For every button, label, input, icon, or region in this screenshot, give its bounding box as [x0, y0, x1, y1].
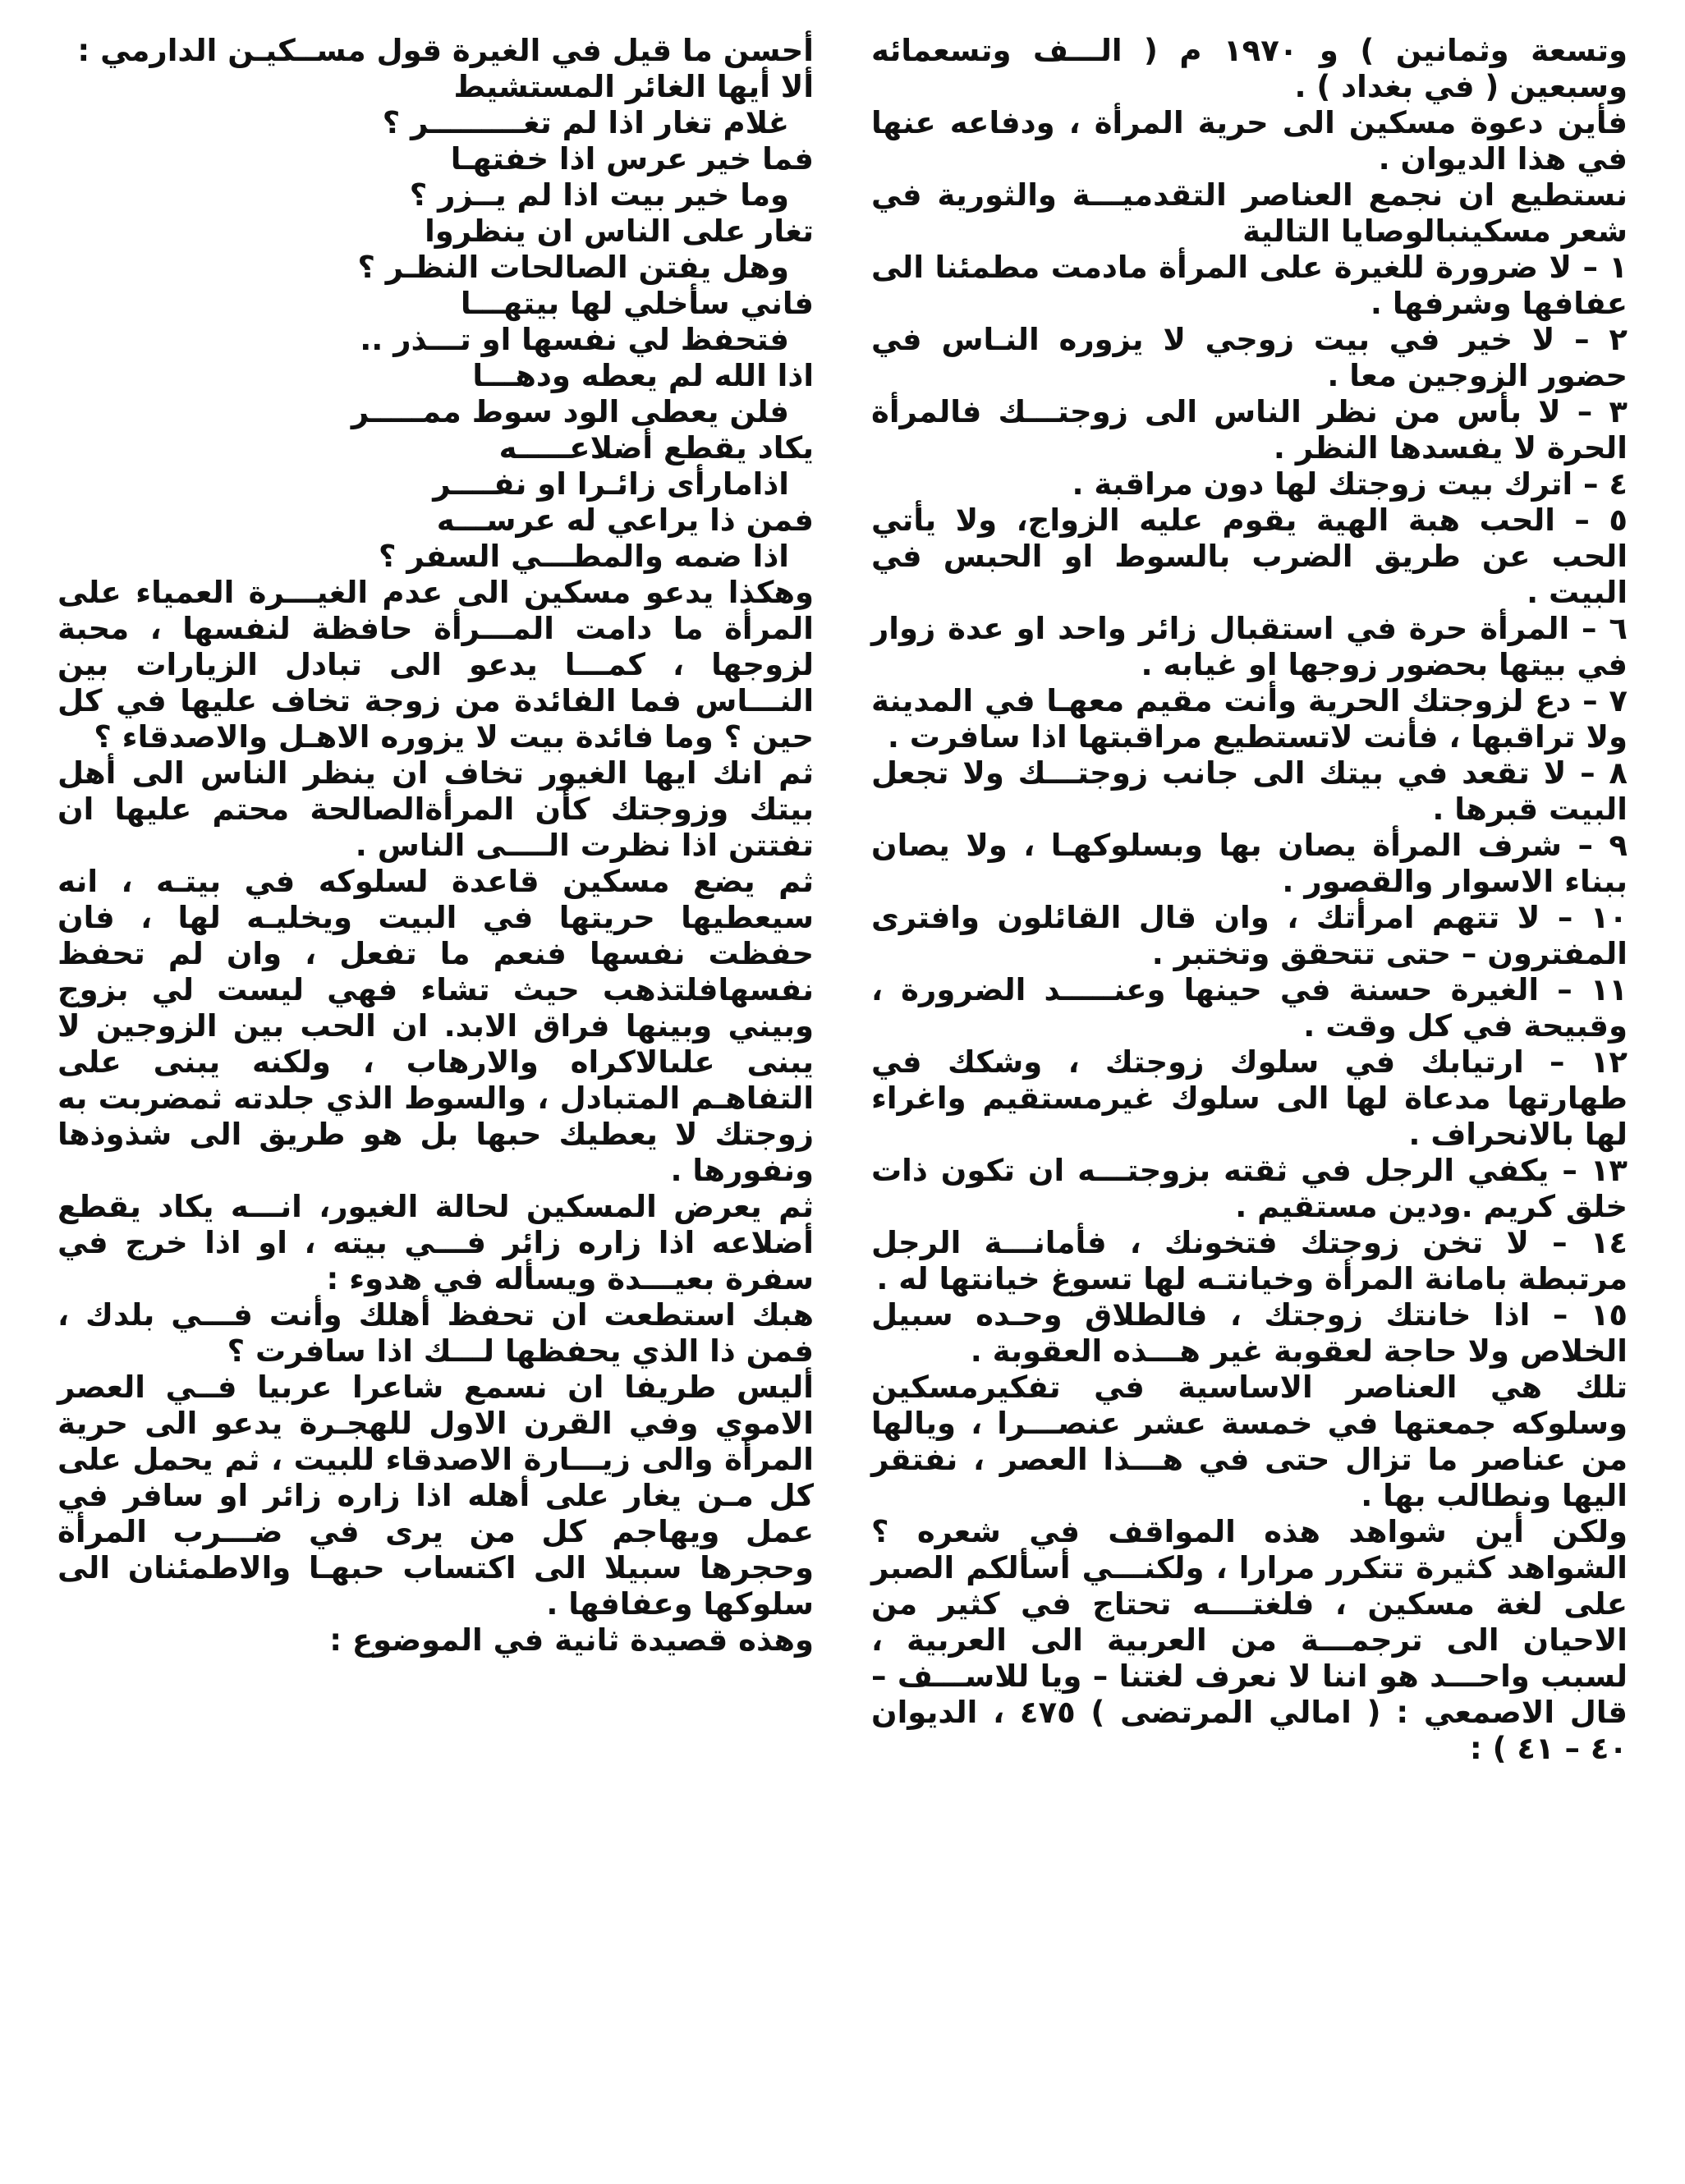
paragraph: أحسن ما قيل في الغيرة قول مســكيـن الدارمي :: [77, 33, 814, 68]
poem-verse: تغار على الناس ان ينظروا: [425, 213, 814, 249]
paragraph: وتسعة وثمانين ) و ١٩٧٠ م ( الـــف وتسعمائه وسبعين ( في بغداد ) .: [871, 33, 1628, 104]
poem-verse: فمن ذا يراعي له عرســـه: [436, 502, 814, 538]
list-item: ٤ – اترك بيت زوجتك لها دون مراقبة .: [1072, 466, 1628, 502]
paragraph: ثم يعرض المسكين لحالة الغيور، انـــه يكاد يقطع أضلاعه اذا زاره زائر فـــي بيته ، او اذا خرج في سفرة بعيـــدة ويسأله في هدوء :: [57, 1189, 814, 1296]
poem-verse: اذا الله لم يعطه ودهـــا: [472, 358, 814, 393]
list-item: ١٣ – يكفي الرجل في ثقته بزوجتـــه ان تكون ذات خلق كريم .ودين مستقيم .: [871, 1153, 1628, 1224]
left-column: [57, 33, 814, 2159]
paragraph: أليس طريفا ان نسمع شاعرا عربيا فــي العصر الاموي وفي القرن الاول للهجـرة يدعو الى حرية المرأة والى زيـــارة الاصدقاء للبيت ، ثم يحمل على كل مـن يغار على أهله اذا زاره زائر او سافر في عمل ويهاجم كل من يرى في ضـــرب المرأة وحجرها سبيلا الى اكتساب حبهـا والاطمئنان الى سلوكها وعفافها .: [57, 1370, 814, 1622]
paragraph: تلك هي العناصر الاساسية في تفكيرمسكين وسلوكه جمعتها في خمسة عشر عنصـــرا ، ويالها من عناصر ما تزال حتى في هـــذا العصر ، نفتقر اليها ونطالب بها .: [871, 1370, 1628, 1513]
poem-verse: ألا أيها الغائر المستشيط: [453, 69, 814, 104]
list-item: ١٥ – اذا خانتك زوجتك ، فالطلاق وحـده سبيل الخلاص ولا حاجة لعقوبة غير هـــذه العقوبة .: [871, 1297, 1628, 1369]
poem-verse: فاني سأخلي لها بيتهـــا: [460, 286, 814, 321]
list-item: ٧ – دع لزوجتك الحرية وأنت مقيم معهـا في المدينة ولا تراقبها ، فأنت لاتستطيع مراقبتها اذا سافرت .: [871, 683, 1628, 755]
right-column: [871, 33, 1628, 2159]
poem-verse: غلام تغار اذا لم تغـــــــــر ؟: [382, 105, 789, 140]
paragraph: وهكذا يدعو مسكين الى عدم الغيـــرة العمياء على المرأة ما دامت المـــرأة حافظة لنفسها ، محبة لزوجها ، كمـــا يدعو الى تبادل الزيارات بين النـــاس فما الفائدة من زوجة تخاف عليها في كل حين ؟ وما فائدة بيت لا يزوره الاهـل والاصدقاء ؟: [57, 575, 814, 755]
list-item: ٩ – شرف المرأة يصان بها وبسلوكهـا ، ولا يصان ببناء الاسوار والقصور .: [871, 828, 1628, 899]
poem-verse: اذامارأى زائـرا او نفــــر: [433, 466, 789, 502]
list-item: ١٠ – لا تتهم امرأتك ، وان قال القائلون وافترى المفترون – حتى تتحقق وتختبر .: [871, 900, 1628, 971]
poem-verse: يكاد يقطع أضلاعـــــه: [498, 430, 814, 466]
paragraph: نستطيع ان نجمع العناصر التقدميـــة والثورية في شعر مسكينبالوصايا التالية: [871, 177, 1628, 249]
list-item: ٢ – لا خير في بيت زوجي لا يزوره النـاس في حضور الزوجين معا .: [871, 322, 1628, 393]
poem-verse: فلن يعطى الود سوط ممـــــر: [351, 394, 789, 429]
paragraph: هبك استطعت ان تحفظ أهلك وأنت فـــي بلدك ، فمن ذا الذي يحفظها لـــك اذا سافرت ؟: [57, 1297, 814, 1369]
poem-verse: فتحفظ لي نفسها او تـــذر ..: [360, 322, 789, 357]
list-item: ٥ – الحب هبة الهية يقوم عليه الزواج، ولا يأتي الحب عن طريق الضرب بالسوط او الحبس في البيت .: [871, 502, 1628, 610]
paragraph: وهذه قصيدة ثانية في الموضوع :: [329, 1622, 814, 1658]
list-item: ٦ – المرأة حرة في استقبال زائر واحد او عدة زوار في بيتها بحضور زوجها او غيابه .: [871, 611, 1628, 682]
list-item: ١ – لا ضرورة للغيرة على المرأة مادمت مطمئنا الى عفافها وشرفها .: [871, 250, 1628, 321]
list-item: ١١ – الغيرة حسنة في حينها وعنـــــد الضرورة ، وقبيحة في كل وقت .: [871, 972, 1628, 1044]
paragraph: فأين دعوة مسكين الى حرية المرأة ، ودفاعه عنها في هذا الديوان .: [871, 105, 1628, 177]
list-item: ١٤ – لا تخن زوجتك فتخونك ، فأمانـــة الرجل مرتبطة بامانة المرأة وخيانتـه لها تسوغ خيانتها له .: [871, 1225, 1628, 1296]
list-item: ١٢ – ارتيابك في سلوك زوجتك ، وشكك في طهارتها مدعاة لها الى سلوك غيرمستقيم واغراء لها بالانحراف .: [871, 1044, 1628, 1152]
poem-verse: اذا ضمه والمطـــي السفر ؟: [378, 539, 789, 574]
paragraph: ولكن أين شواهد هذه المواقف في شعره ؟ الشواهد كثيرة تتكرر مرارا ، ولكنـــي أسألكم الصبر على لغة مسكين ، فلغتــــه تحتاج في كثير من الاحيان الى ترجمـــة من العربية الى العربية ، لسبب واحـــد هو اننا لا نعرف لغتنا – ويا للاســـف – قال الاصمعي : ( امالي المرتضى ) ٤٧٥ ، الديوان ٤٠ – ٤١ ) :: [871, 1514, 1628, 1766]
paragraph: ثم انك ايها الغيور تخاف ان ينظر الناس الى أهل بيتك وزوجتك كأن المرأةالصالحة محتم عليها ان تفتتن اذا نظرت الــــى الناس .: [57, 755, 814, 863]
paragraph: ثم يضع مسكين قاعدة لسلوكه في بيتـه ، انه سيعطيها حريتها في البيت ويخليـه لها ، فان حفظت نفسها فنعم ما تفعل ، وان لم تحفظ نفسهافلتذهب حيث تشاء فهي ليست لي بزوج وبيني وبينها فراق الابد. ان الحب بين الزوجين لا يبنى علىالاكراه والارهاب ، ولكنه يبنى على التفاهـم المتبادل ، والسوط الذي جلدته ثمضربت به زوجتك لا يعطيك حبها بل هو طريق الى شذوذها ونفورها .: [57, 864, 814, 1188]
poem-verse: وهل يفتن الصالحات النظـر ؟: [357, 250, 789, 285]
list-item: ٣ – لا بأس من نظر الناس الى زوجتـــك فالمرأة الحرة لا يفسدها النظر .: [871, 394, 1628, 466]
poem-verse: وما خير بيت اذا لم يــزر ؟: [409, 177, 789, 213]
list-item: ٨ – لا تقعد في بيتك الى جانب زوجتـــك ولا تجعل البيت قبرها .: [871, 755, 1628, 827]
poem-verse: فما خير عرس اذا خفتهـا: [450, 141, 814, 177]
